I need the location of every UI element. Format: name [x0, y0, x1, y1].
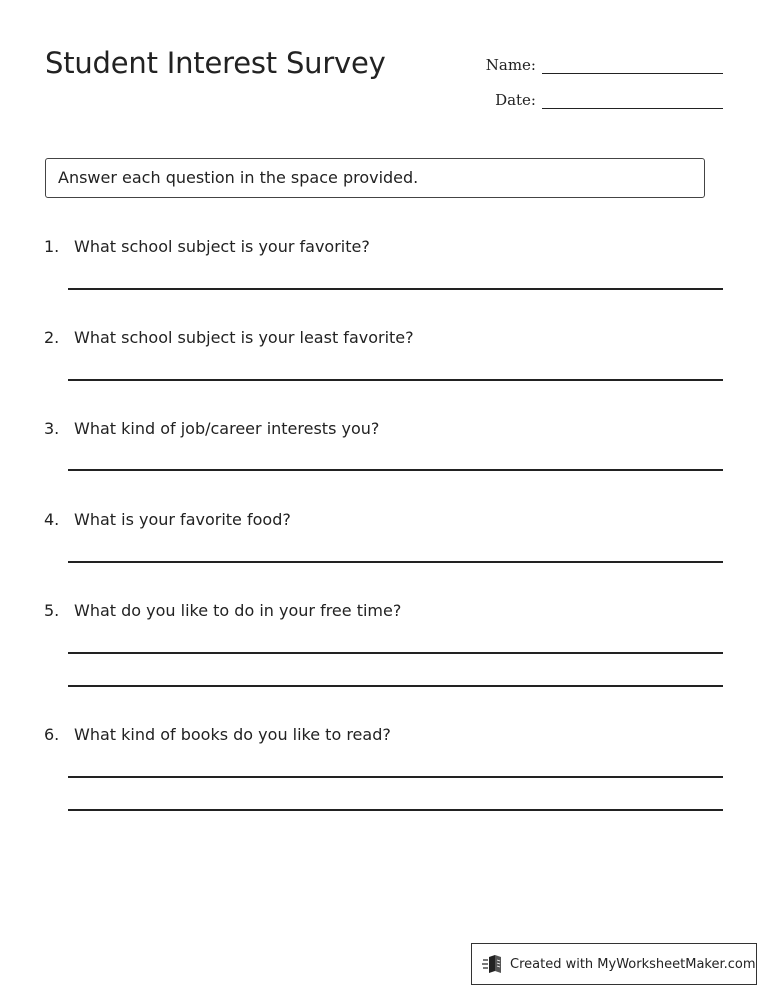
- question-number: 1.: [44, 237, 60, 256]
- question-text: What kind of job/career interests you?: [74, 419, 380, 438]
- answer-line-5b[interactable]: [68, 685, 723, 687]
- name-field[interactable]: [450, 52, 723, 74]
- question-text: What school subject is your least favorite?: [74, 328, 414, 347]
- answer-line-1[interactable]: [68, 288, 723, 290]
- answer-line-3[interactable]: [68, 469, 723, 471]
- question-2: [44, 328, 414, 347]
- question-3: [44, 419, 379, 438]
- answer-line-4[interactable]: [68, 561, 723, 563]
- page-title: Student Interest Survey: [45, 46, 386, 80]
- answer-line-2[interactable]: [68, 379, 723, 381]
- question-number: 4.: [44, 510, 60, 529]
- question-6: [44, 725, 391, 744]
- date-field[interactable]: [450, 87, 723, 109]
- answer-line-5a[interactable]: [68, 652, 723, 654]
- question-number: 3.: [44, 419, 60, 438]
- question-number: 5.: [44, 601, 60, 620]
- name-label: Name:: [485, 56, 536, 74]
- question-text: What do you like to do in your free time?: [74, 601, 402, 620]
- name-line[interactable]: [542, 72, 723, 74]
- question-number: 2.: [44, 328, 60, 347]
- book-icon: [482, 954, 504, 974]
- question-4: [44, 510, 291, 529]
- footer-credit[interactable]: [471, 943, 757, 985]
- date-line[interactable]: [542, 107, 723, 109]
- question-1: [44, 237, 370, 256]
- question-number: 6.: [44, 725, 60, 744]
- answer-line-6a[interactable]: [68, 776, 723, 778]
- instructions-box: Answer each question in the space provided.: [45, 158, 705, 198]
- answer-line-6b[interactable]: [68, 809, 723, 811]
- question-text: What school subject is your favorite?: [74, 237, 370, 256]
- question-5: [44, 601, 401, 620]
- date-label: Date:: [495, 91, 536, 109]
- question-text: What is your favorite food?: [74, 510, 291, 529]
- question-text: What kind of books do you like to read?: [74, 725, 391, 744]
- footer-text: Created with MyWorksheetMaker.com: [510, 956, 756, 972]
